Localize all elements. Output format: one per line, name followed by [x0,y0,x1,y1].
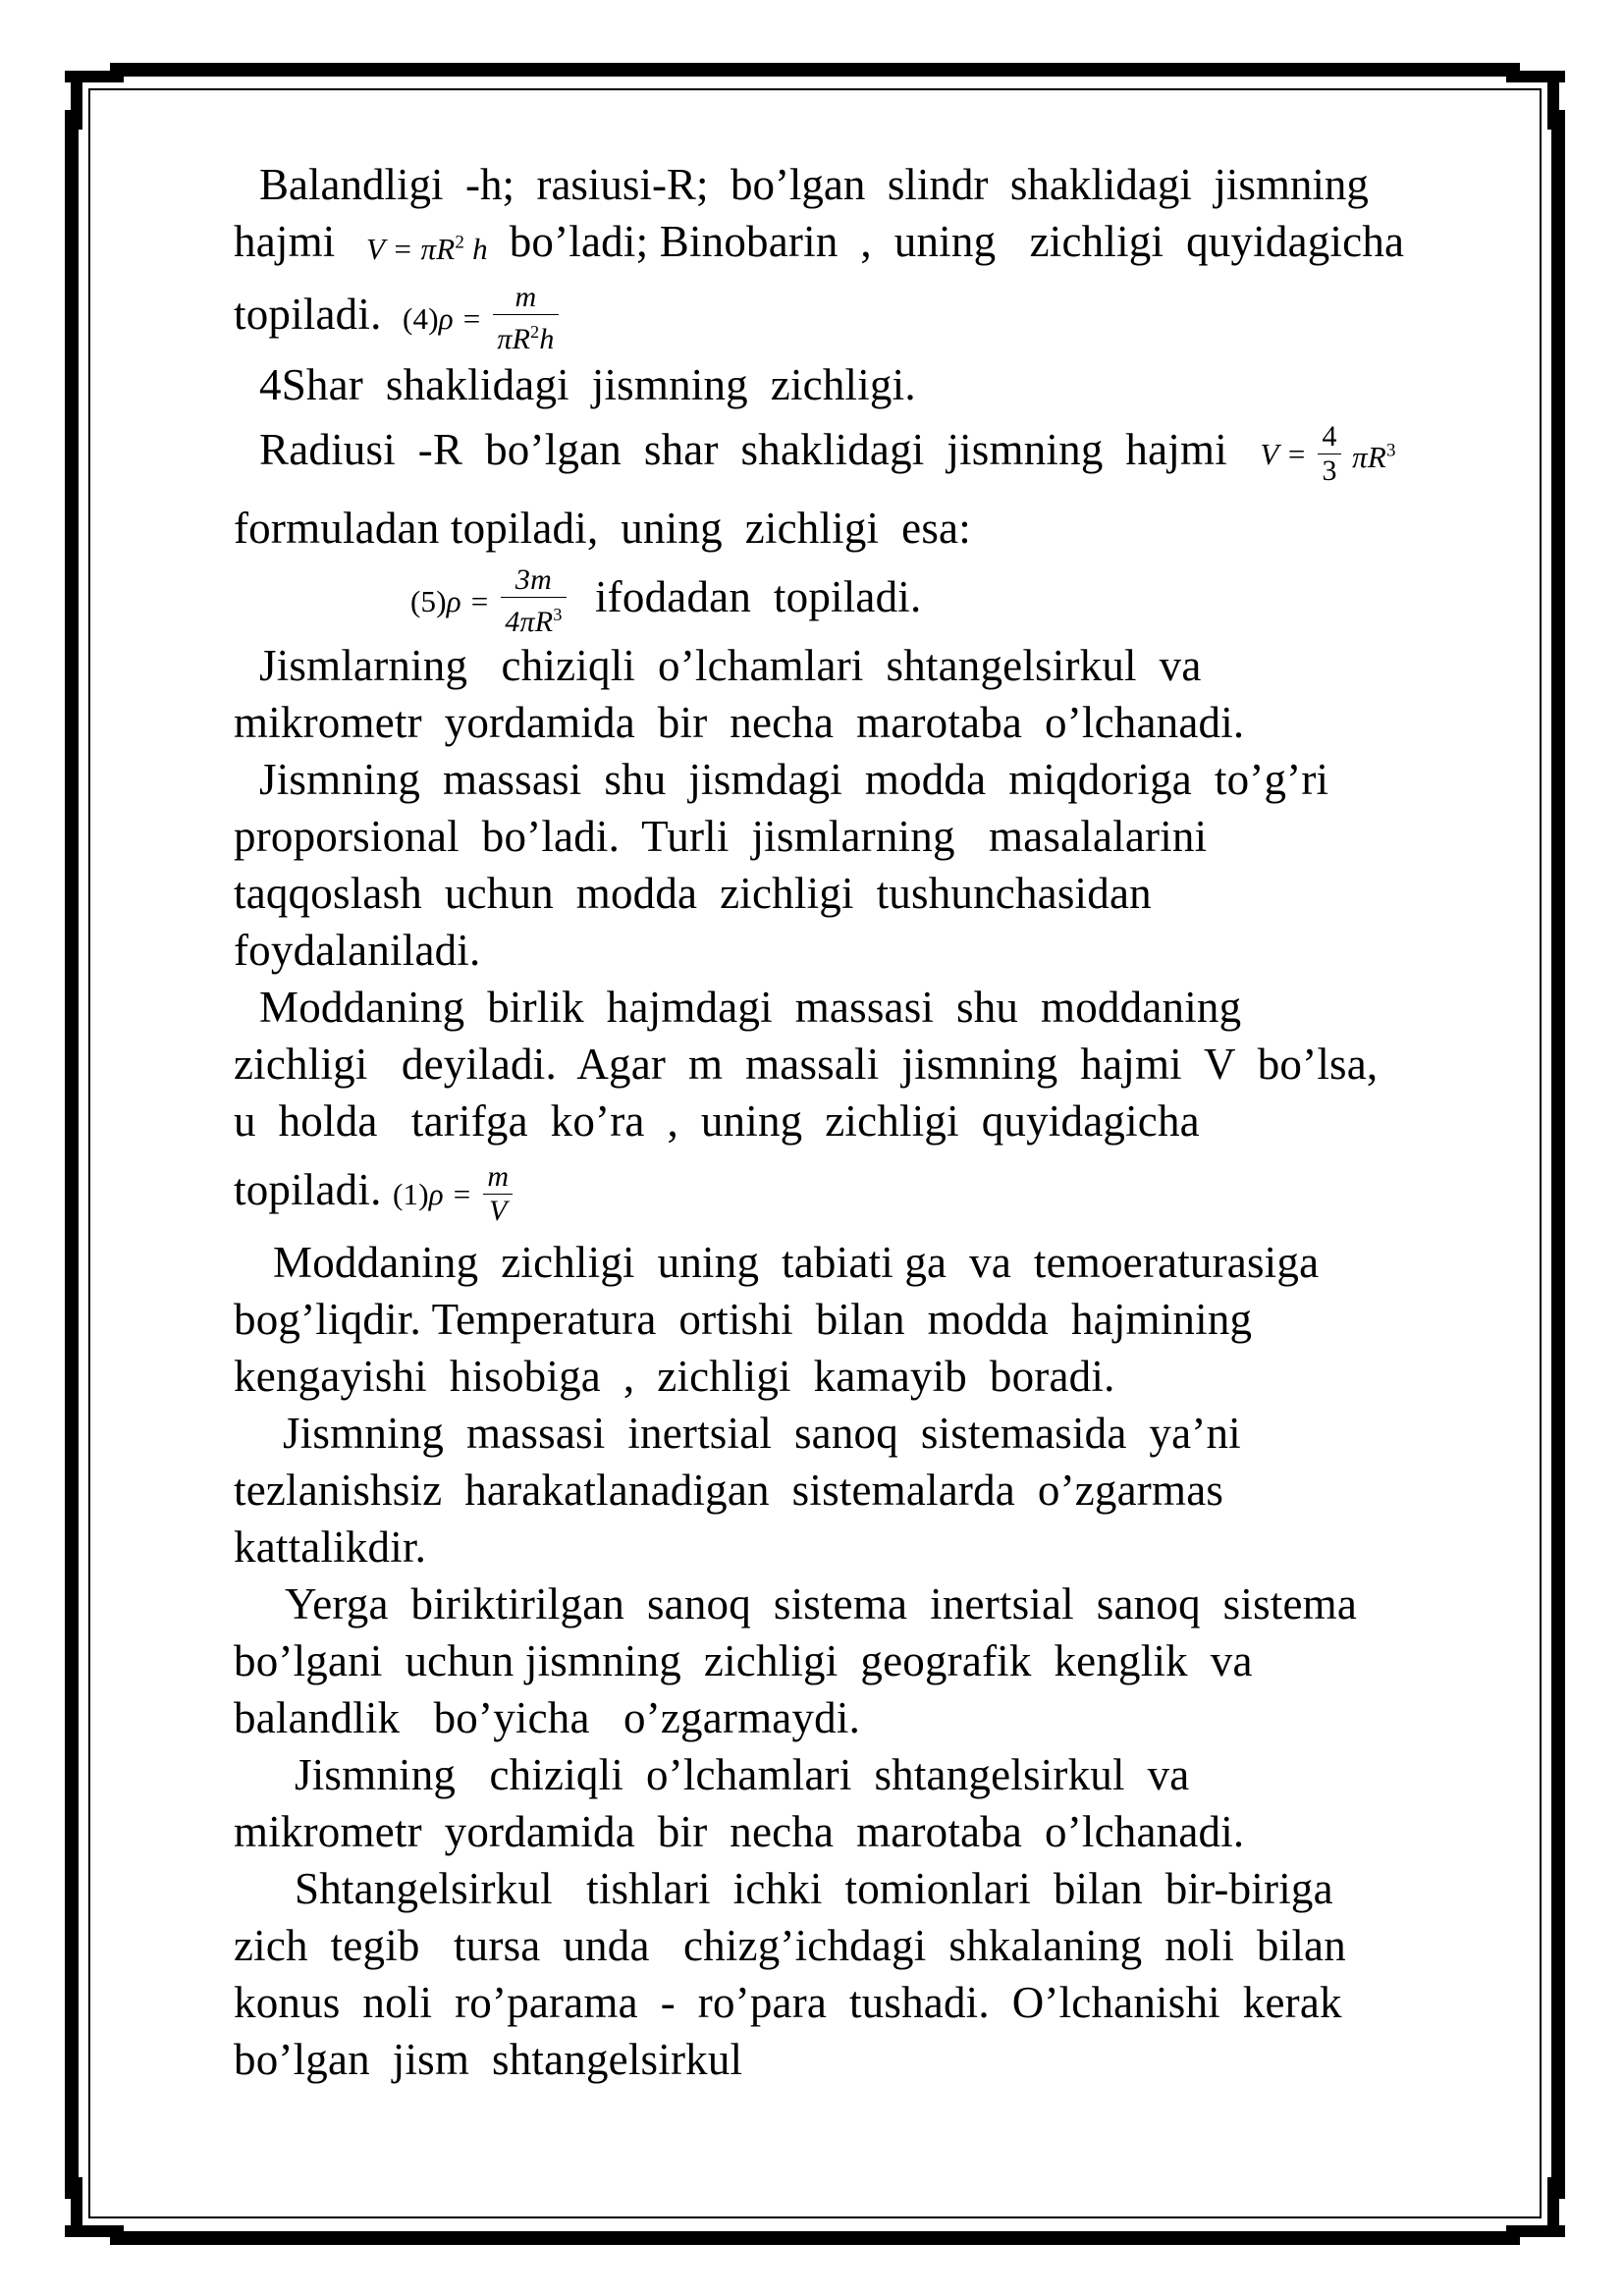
text-line: tezlanishsiz harakatlanadigan sistemalarda o’zgarmas [234,1466,1224,1515]
text-line: kattalikdir. [234,1522,427,1572]
text-line: Shtangelsirkul tishlari ichki tomionlari bilan bir-biriga [295,1864,1333,1913]
text-line: kengayishi hisobiga , zichligi kamayib boradi. [234,1352,1115,1401]
text-line: balandlik bo’yicha o’zgarmaydi. [234,1693,861,1742]
text-line: proporsional bo’ladi. Turli jismlarning masalalarini [234,812,1208,861]
formula-5: (5)ρ = $\frac{3m}{4\pi R^3}$ [410,572,577,621]
section-heading: 4Shar shaklidagi jismning zichligi. [259,360,916,409]
text-line [234,501,971,557]
text-line: foydalaniladi. [234,926,481,975]
line-text: bo’ladi; Binobarin , uning zichligi quyidagicha [509,217,1405,266]
line-text: hajmi [234,217,336,266]
text-line: taqqoslash uchun modda zichligi tushunchasidan [234,869,1152,918]
text-line-with-formula [234,1160,513,1228]
text-line: Jismning massasi shu jismdagi modda miqdoriga to’g’ri [259,755,1329,804]
text-line: bog’liqdir. Temperatura ortishi bilan modda hajmining [234,1295,1253,1344]
line-text: topiladi. [234,1164,382,1214]
text-line-with-formula [410,563,921,639]
formula-cylinder-volume: $V = \pi R^2$ h [365,232,488,267]
text-line: Moddaning birlik hajmdagi massasi shu moddaning [259,983,1242,1032]
text-line: Moddaning zichligi uning tabiati ga va temoeraturasiga [273,1238,1320,1287]
line-text: Balandligi -h; rasiusi-R; bo’lgan slindr shaklidagi jismning [259,160,1369,209]
formula-1: (1)ρ = $\frac{m}{V}$ [393,1165,513,1214]
line-text: formuladan topiladi, uning zichligi esa: [234,504,971,553]
line-text: topiladi. [234,289,382,339]
formula-4: (4)ρ = $\frac{m}{\pi R^2h}$ [403,290,559,339]
text-line: u holda tarifga ko’ra , uning zichligi quyidagicha [234,1096,1200,1146]
text-line: bo’lgani uchun jismning zichligi geografik kenglik va [234,1636,1253,1685]
text-line [259,157,1498,213]
text-line: Jismning massasi inertsial sanoq sistemasida ya’ni [283,1409,1241,1458]
text-line: Jismning chiziqli o’lchamlari shtangelsirkul va [295,1750,1190,1799]
text-line-with-formula [259,420,1396,488]
text-line: Jismlarning chiziqli o’lchamlari shtangelsirkul va [259,641,1202,690]
text-line: zich tegib tursa unda chizg’ichdagi shkalaning noli bilan [234,1921,1346,1970]
text-line: mikrometr yordamida bir necha marotaba o’lchanadi. [234,698,1245,747]
text-line-with-formula [234,281,559,356]
text-line: bo’lgan jism shtangelsirkul [234,2035,743,2084]
text-line-with-formula [234,214,1404,277]
line-text: Radiusi -R bo’lgan shar shaklidagi jismning hajmi [259,424,1227,474]
text-line: zichligi deyiladi. Agar m massali jismning hajmi V bo’lsa, [234,1040,1379,1089]
formula-sphere-volume: V = $\frac{4}{3}$ $\pi R^3$ [1260,420,1396,487]
text-line: mikrometr yordamida bir necha marotaba o’lchanadi. [234,1807,1245,1856]
line-text: ifodadan topiladi. [594,571,922,621]
text-line: konus noli ro’parama - ro’para tushadi. O’lchanishi kerak [234,1978,1342,2027]
text-line: Yerga biriktirilgan sanoq sistema inertsial sanoq sistema [285,1579,1358,1629]
